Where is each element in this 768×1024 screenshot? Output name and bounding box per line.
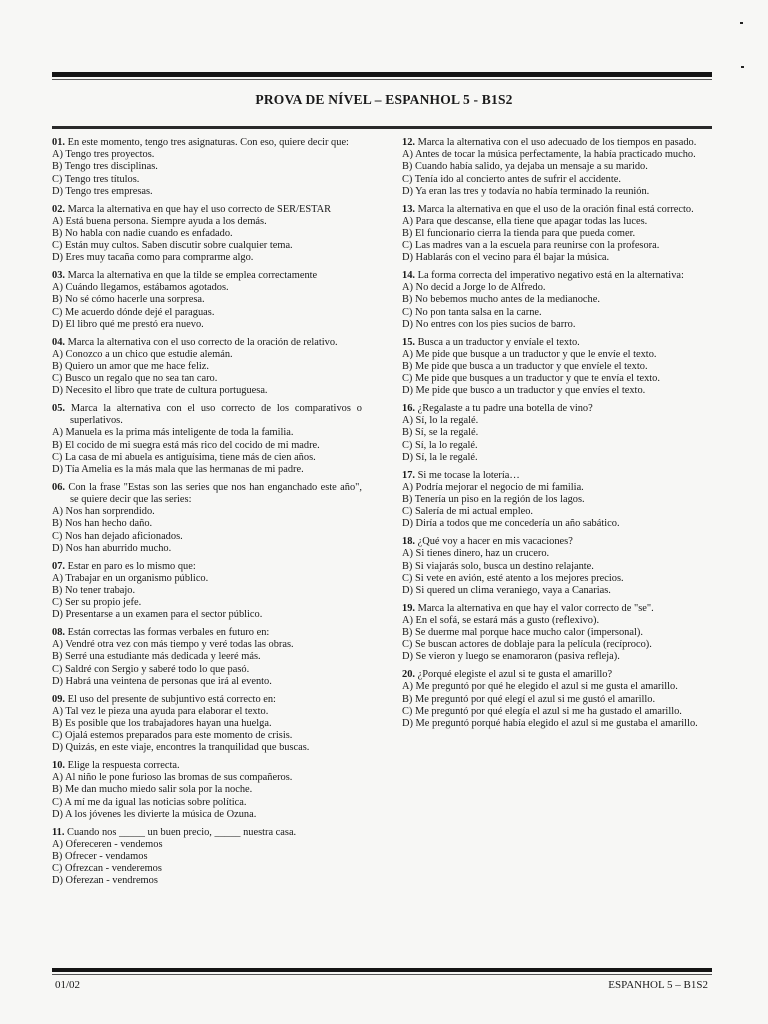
question-04 (52, 337, 362, 398)
question-18 (402, 536, 712, 597)
answer-option: C) Sí, la lo regalé. (402, 439, 478, 451)
answer-option: B) Serré una estudiante más dedicada y leeré más. (52, 651, 261, 663)
answer-option: C) A mí me da igual las noticias sobre política. (52, 796, 247, 808)
answer-option: A) Está buena persona. Siempre ayuda a los demás. (52, 215, 267, 227)
question-stem (402, 337, 712, 349)
answer-option: C) Saldré con Sergio y saberé todo lo que pasó. (52, 663, 250, 675)
question-stem (52, 137, 362, 149)
question-number: 12. (402, 137, 415, 148)
answer-option: A) Trabajar en un organismo público. (52, 572, 209, 584)
answer-option: D) Eres muy tacaña como para comprarme algo. (52, 252, 254, 264)
answer-option: C) Tenía ido al concierto antes de sufrir el accidente. (402, 173, 621, 185)
question-number: 03. (52, 270, 65, 282)
question-stem (52, 760, 362, 772)
question-text: El uso del presente de subjuntivo está correcto en: (67, 693, 276, 705)
answer-option: D) Sí, la le regalé. (402, 451, 478, 463)
question-text: Si me tocase la lotería… (417, 469, 520, 481)
answer-option: A) Me preguntó por qué he elegido el azul si me gusta el amarillo. (402, 681, 678, 693)
answer-option: A) Al niño le pone furioso las bromas de sus compañeros. (52, 772, 293, 784)
question-12 (402, 137, 712, 198)
question-stem (402, 403, 712, 415)
question-text: Marca la alternativa en que el uso de la oración final está correcto. (417, 203, 694, 215)
question-03 (52, 270, 362, 331)
answer-option: B) No bebemos mucho antes de la medianoche. (402, 294, 600, 306)
answer-option: B) Quiero un amor que me hace feliz. (52, 360, 209, 372)
answer-option: D) Quizás, en este viaje, encontres la tranquilidad que buscas. (52, 742, 310, 754)
question-stem (402, 603, 712, 615)
question-20 (402, 669, 712, 730)
question-02 (52, 204, 362, 265)
answer-option: C) Ser su propio jefe. (52, 597, 142, 609)
question-text: En este momento, tengo tres asignaturas. Con eso, quiere decir que: (67, 137, 349, 148)
answer-option: B) Ofrecer - vendamos (52, 850, 148, 862)
question-text: Elige la respuesta correcta. (67, 760, 180, 772)
answer-option: A) Sí, lo la regalé. (402, 415, 479, 427)
answer-option: B) Sí, se la regalé. (402, 427, 479, 439)
answer-option: D) Tengo tres empresas. (52, 185, 153, 197)
answer-option: C) Ofrezcan - venderemos (52, 863, 162, 875)
question-text: Marca la alternativa en que hay el valor correcto de "se". (417, 602, 654, 614)
scan-mark-top (740, 22, 743, 24)
answer-option: D) Nos han aburrido mucho. (52, 542, 172, 554)
question-stem (52, 694, 362, 706)
question-number: 07. (52, 560, 65, 572)
question-number: 17. (402, 469, 415, 481)
question-text: Marca la alternativa con el uso correcto de los comparativos o superlativos. (70, 403, 362, 427)
question-number: 16. (402, 403, 415, 415)
answer-option: D) Diría a todos que me concedería un año sabático. (402, 518, 620, 530)
question-stem (52, 627, 362, 639)
answer-option: B) Si viajarás solo, busca un destino relajante. (402, 560, 594, 572)
question-stem (52, 403, 362, 427)
question-06 (52, 482, 362, 555)
answer-option: A) Vendré otra vez con más tiempo y veré todas las obras. (52, 639, 294, 651)
answer-option: D) A los jóvenes les divierte la música de Ozuna. (52, 808, 257, 820)
header-rule (52, 72, 712, 77)
answer-option: B) Cuando había salido, ya dejaba un mensaje a su marido. (402, 161, 648, 173)
answer-option: A) Tal vez le pieza una ayuda para elaborar el texto. (52, 705, 269, 717)
question-number: 10. (52, 760, 65, 772)
answer-option: B) Tenería un piso en la región de los lagos. (402, 493, 585, 505)
question-number: 20. (402, 669, 415, 681)
answer-option: C) Se buscan actores de doblaje para la película (recíproco). (402, 639, 652, 651)
answer-option: B) Es posible que los trabajadores hayan una huelga. (52, 717, 272, 729)
header-rule-thin (52, 79, 712, 80)
answer-option: D) Me pide que busco a un traductor y que envíes el texto. (402, 385, 646, 397)
question-number: 15. (402, 336, 415, 348)
answer-option: A) Tengo tres proyectos. (52, 149, 155, 161)
question-stem (52, 337, 362, 349)
course-label: ESPANHOL 5 – B1S2 (608, 979, 708, 991)
question-number: 04. (52, 336, 65, 348)
question-13 (402, 204, 712, 265)
answer-option: D) Tía Amelia es la más mala que las hermanas de mi padre. (52, 464, 304, 476)
answer-option: C) Si vete en avión, esté atento a los mejores precios. (402, 572, 624, 584)
answer-option: C) Nos han dejado aficionados. (52, 530, 183, 542)
question-stem (402, 137, 712, 149)
answer-option: A) Nos han sorprendido. (52, 506, 155, 518)
answer-option: C) Ojalá estemos preparados para este momento de crisis. (52, 730, 293, 742)
question-number: 13. (402, 203, 415, 215)
answer-option: C) Me acuerdo dónde dejé el paraguas. (52, 306, 215, 318)
question-number: 02. (52, 203, 65, 215)
question-text: ¿Porqué elegiste el azul si te gusta el amarillo? (417, 669, 613, 681)
answer-option: A) Para que descanse, ella tiene que apagar todas las luces. (402, 215, 648, 227)
answer-option: C) Me preguntó por qué elegía el azul si me ha gustado el amarillo. (402, 705, 682, 717)
question-01 (52, 137, 362, 198)
answer-option: D) No entres con los pies sucios de barro. (402, 318, 576, 330)
answer-option: A) Manuela es la prima más inteligente de toda la familia. (52, 427, 294, 439)
answer-option: C) Tengo tres títulos. (52, 173, 140, 185)
question-10 (52, 760, 362, 821)
answer-option: B) Nos han hecho daño. (52, 518, 153, 530)
question-text: Marca la alternativa con el uso correcto de la oración de relativo. (67, 336, 338, 348)
answer-option: A) Conozco a un chico que estudie alemán. (52, 348, 233, 360)
answer-option: D) Me preguntó porqué había elegido el azul si me gustaba el amarillo. (402, 717, 698, 729)
question-stem (52, 827, 362, 839)
question-stem (402, 470, 712, 482)
question-16 (402, 403, 712, 464)
answer-option: C) Están muy cultos. Saben discutir sobre cualquier tema. (52, 240, 293, 252)
question-11 (52, 827, 362, 888)
page-title: PROVA DE NÍVEL – ESPANHOL 5 - B1S2 (255, 92, 513, 107)
answer-option: D) El libro qué me prestó era nuevo. (52, 318, 204, 330)
right-column (402, 137, 712, 736)
question-stem (402, 204, 712, 216)
answer-option: A) En el sofá, se estará más a gusto (reflexivo). (402, 614, 600, 626)
answer-option: A) Antes de tocar la música perfectamente, la había practicado mucho. (402, 149, 696, 161)
question-text: Cuando nos _____ un buen precio, _____ nuestra casa. (67, 826, 297, 838)
question-number: 06. (52, 481, 65, 493)
answer-option: A) No decid a Jorge lo de Alfredo. (402, 282, 546, 294)
answer-option: C) La casa de mi abuela es antiguísima, tiene más de cien años. (52, 451, 316, 463)
answer-option: D) Necesito el libro que trate de cultura portuguesa. (52, 385, 268, 397)
question-17 (402, 470, 712, 531)
answer-option: B) Se duerme mal porque hace mucho calor (impersonal). (402, 627, 643, 639)
question-09 (52, 694, 362, 755)
question-stem (402, 536, 712, 548)
question-15 (402, 337, 712, 398)
question-number: 11. (52, 826, 65, 838)
question-stem (52, 561, 362, 573)
footer-rule (52, 968, 712, 972)
question-number: 08. (52, 627, 65, 639)
question-stem (52, 270, 362, 282)
answer-option: C) Las madres van a la escuela para reunirse con la profesora. (402, 240, 660, 252)
answer-option: D) Presentarse a un examen para el sector público. (52, 609, 263, 621)
footer-rule-thin (52, 974, 712, 975)
answer-option: C) Busco un regalo que no sea tan caro. (52, 373, 218, 385)
question-text: Marca la alternativa en que la tilde se emplea correctamente (67, 270, 318, 282)
question-number: 14. (402, 270, 415, 282)
answer-option: D) Si quered un clima veraniego, vaya a Canarias. (402, 584, 611, 596)
answer-option: B) No tener trabajo. (52, 584, 136, 596)
question-number: 05. (52, 403, 65, 415)
answer-option: D) Oferezan - vendremos (52, 875, 158, 887)
question-text: Busca a un traductor y envíale el texto. (417, 336, 580, 348)
question-stem (52, 204, 362, 216)
question-text: ¿Qué voy a hacer en mis vacaciones? (417, 536, 573, 548)
answer-option: A) Si tienes dinero, haz un crucero. (402, 548, 550, 560)
question-text: ¿Regalaste a tu padre una botella de vino? (417, 403, 593, 415)
question-number: 18. (402, 536, 415, 548)
answer-option: A) Ofereceren - vendemos (52, 838, 163, 850)
answer-option: C) Me pide que busques a un traductor y que te envía el texto. (402, 373, 660, 385)
question-number: 09. (52, 693, 65, 705)
answer-option: A) Cuándo llegamos, estábamos agotados. (52, 282, 229, 294)
question-text: Con la frase "Estas son las series que nos han enganchado este año", se quiere decir que las series: (68, 481, 362, 505)
answer-option: B) Me dan mucho miedo salir sola por la noche. (52, 784, 253, 796)
answer-option: C) Salería de mi actual empleo. (402, 506, 533, 518)
answer-option: D) Ya eran las tres y todavía no había terminado la reunión. (402, 185, 650, 197)
answer-option: B) Me pide que busca a un traductor y que envíele el texto. (402, 360, 648, 372)
question-text: Marca la alternativa en que hay el uso correcto de SER/ESTAR (67, 203, 332, 215)
question-text: La forma correcta del imperativo negativo está en la alternativa: (417, 270, 684, 282)
question-text: Están correctas las formas verbales en futuro en: (67, 627, 270, 639)
left-column (52, 137, 362, 893)
question-number: 19. (402, 602, 415, 614)
answer-option: D) Hablarás con el vecino para él bajar la música. (402, 252, 610, 264)
question-text: Estar en paro es lo mismo que: (67, 560, 196, 572)
question-07 (52, 561, 362, 622)
answer-option: D) Se vieron y luego se enamoraron (pasiva refleja). (402, 651, 620, 663)
scan-mark-right (741, 66, 744, 68)
question-text: Marca la alternativa con el uso adecuado de los tiempos en pasado. (417, 137, 697, 148)
question-14 (402, 270, 712, 331)
question-stem (402, 669, 712, 681)
answer-option: B) Me preguntó por qué elegí el azul si me gustó el amarillo. (402, 693, 656, 705)
title-rule (52, 126, 712, 129)
answer-option: D) Habrá una veintena de personas que irá al evento. (52, 675, 272, 687)
answer-option: B) No sé cómo hacerle una sorpresa. (52, 294, 205, 306)
question-stem (402, 270, 712, 282)
answer-option: B) No habla con nadie cuando es enfadado. (52, 227, 233, 239)
page-number: 01/02 (55, 979, 81, 991)
question-number: 01. (52, 137, 65, 148)
question-08 (52, 627, 362, 688)
answer-option: B) Tengo tres disciplinas. (52, 161, 158, 173)
answer-option: B) El cocido de mi suegra está más rico del cocido de mi madre. (52, 439, 320, 451)
question-05 (52, 403, 362, 476)
answer-option: A) Podría mejorar el negocio de mi familia. (402, 481, 584, 493)
answer-option: A) Me pide que busque a un traductor y que le envíe el texto. (402, 348, 657, 360)
answer-option: B) El funcionario cierra la tienda para que pueda comer. (402, 227, 636, 239)
answer-option: C) No pon tanta salsa en la carne. (402, 306, 542, 318)
question-19 (402, 603, 712, 664)
question-stem (52, 482, 362, 506)
